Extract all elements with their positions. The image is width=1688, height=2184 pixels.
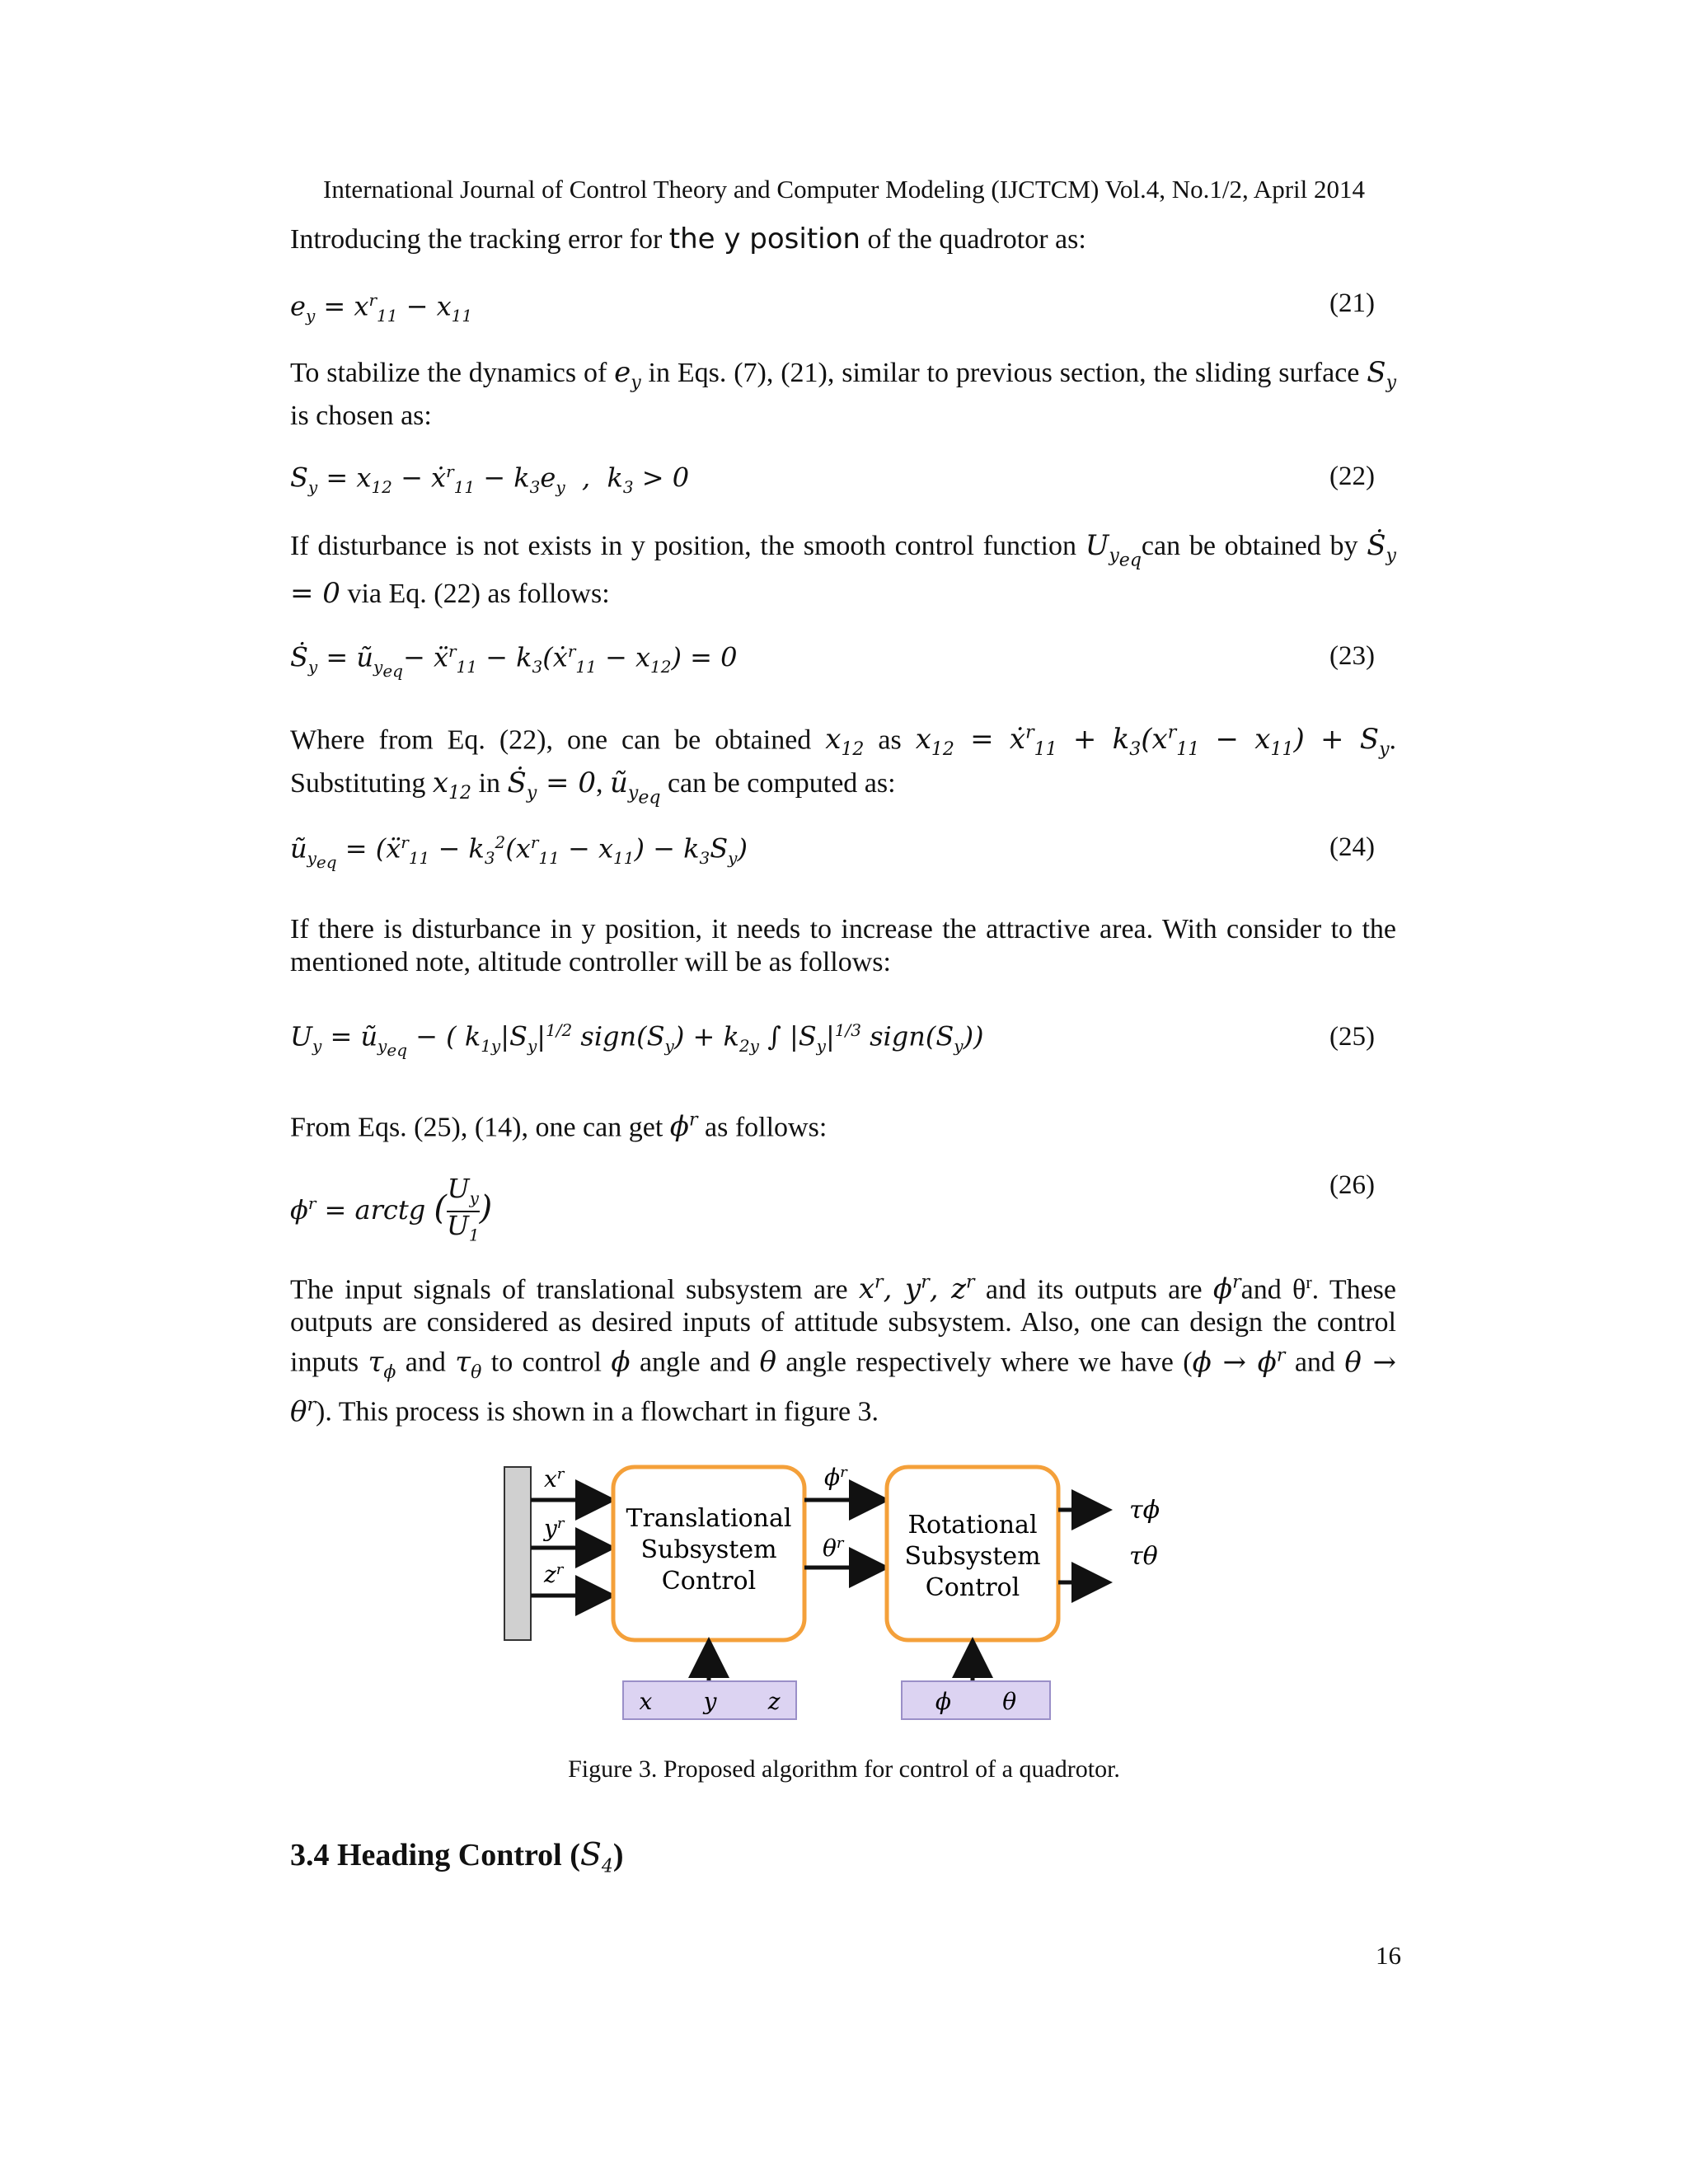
equation-number-26: (26) <box>1329 1170 1375 1200</box>
translational-label-1: Translational <box>626 1504 792 1533</box>
disturbance-paragraph: If disturbance is not exists in y position, the smooth control function $U_{y_{eq}}can$ be obtained by Ṡ$_y$ = 0 via Eq. (22) as follows: <box>290 529 1396 611</box>
label-phi-r: $\phi^r$ <box>824 1464 847 1491</box>
input-bar <box>504 1467 531 1640</box>
label-tau-phi: τϕ <box>1129 1496 1160 1525</box>
equation-25: $U_y$ = $ũ_{y_{eq}}$ − ( $k_{1y}|S_y|^{1/2}$ $sign(S_y) + k_{2y}$ ∫ $|S_y|^{1/3}$ $sign(S_y)$) <box>290 1020 984 1061</box>
equation-number-24: (24) <box>1329 832 1375 862</box>
label-tau-theta: τθ <box>1129 1542 1158 1571</box>
feedback-label-xyz: x y z <box>639 1688 781 1715</box>
page-number: 16 <box>1376 1941 1401 1970</box>
equation-number-22: (22) <box>1329 462 1375 491</box>
stabilize-paragraph: To stabilize the dynamics of $e_y$ in Eqs. (7), (21), similar to previous section, the sliding surface $S_y$ is chosen as: <box>290 356 1396 431</box>
rotational-label-3: Control <box>925 1573 1020 1602</box>
input-paragraph: The input signals of translational subsystem are $x^r$, $y^r$, $z^r$ and its outputs are $\phi^rand$ $\theta^r$. These outputs are considered as desired inputs of attitude subsystem. Also, one can design the control inputs $\tau_\phi$ and $\tau_\theta$ to control ϕ angle and θ angle respectively where we have ($\phi \to \phi^r$ and $\theta \to \theta^r$). This process is shown in a flowchart in figure 3. <box>290 1272 1397 1428</box>
intro-paragraph: Introducing the tracking error for the y position of the quadrotor as: <box>290 223 1086 255</box>
where-paragraph: Where from Eq. (22), one can be obtained $x_{12}$ as $x_{12}$ = ẋ$^r_{11}$ + $k_3(x^r_{11} - x_{11}) + S_y$. Substituting $x_{12}$ in Ṡ$_y$ = 0, $ũ_{y_{eq}}$ can be computed as: <box>290 723 1396 808</box>
equation-26: $\phi^r$ = arctg ( $\frac{U_y}{U_1}$ ) <box>290 1173 493 1245</box>
equation-22: $S_y = x_{12}$ − ẋ$^r_{11}$ − $k_3e_y$ , $k_3 > 0$ <box>290 462 690 498</box>
equation-number-21: (21) <box>1329 288 1375 318</box>
equation-number-23: (23) <box>1329 641 1375 671</box>
figure-caption: Figure 3. Proposed algorithm for control of a quadrotor. <box>568 1755 1120 1783</box>
feedback-label-angles: ϕ θ <box>935 1688 1017 1715</box>
translational-label-2: Subsystem <box>640 1535 777 1564</box>
translational-label-3: Control <box>661 1567 757 1596</box>
flowchart-figure <box>495 1451 1179 1731</box>
label-z-r: $z^r$ <box>544 1561 564 1588</box>
label-y-r: $y^r$ <box>544 1515 565 1542</box>
equation-24: $ũ_{y_{eq}}$ = (ẍ$^r_{11}$ − $k_3^2(x^r_{11} - x_{11}) - k_3S_y$) <box>290 832 748 873</box>
label-theta-r: $\theta^r$ <box>823 1535 844 1562</box>
rotational-label-1: Rotational <box>907 1511 1038 1540</box>
equation-23: Ṡ$_y$ = $ũ_{y_{eq}}-$ ẍ$^r_{11}$ − $k_3(ẋ^r_{11} - x_{12}) = 0$ <box>290 641 738 682</box>
equation-number-25: (25) <box>1329 1022 1375 1052</box>
rotational-label-2: Subsystem <box>904 1542 1041 1571</box>
section-heading: 3.4 Heading Control $(S_4)$ <box>290 1836 624 1877</box>
journal-header: International Journal of Control Theory and Computer Modeling (IJCTCM) Vol.4, No.1/2, April 2014 <box>323 175 1365 204</box>
equation-21: $e_y = x^r_{11} - x_{11}$ <box>290 290 473 326</box>
label-x-r: $x^r$ <box>544 1465 565 1493</box>
from-paragraph: From Eqs. (25), (14), one can get $\phi^r$ as follows: <box>290 1110 828 1144</box>
there-paragraph: If there is disturbance in y position, it needs to increase the attractive area. With consider to the mentioned note, altitude controller will be as follows: <box>290 914 1396 977</box>
